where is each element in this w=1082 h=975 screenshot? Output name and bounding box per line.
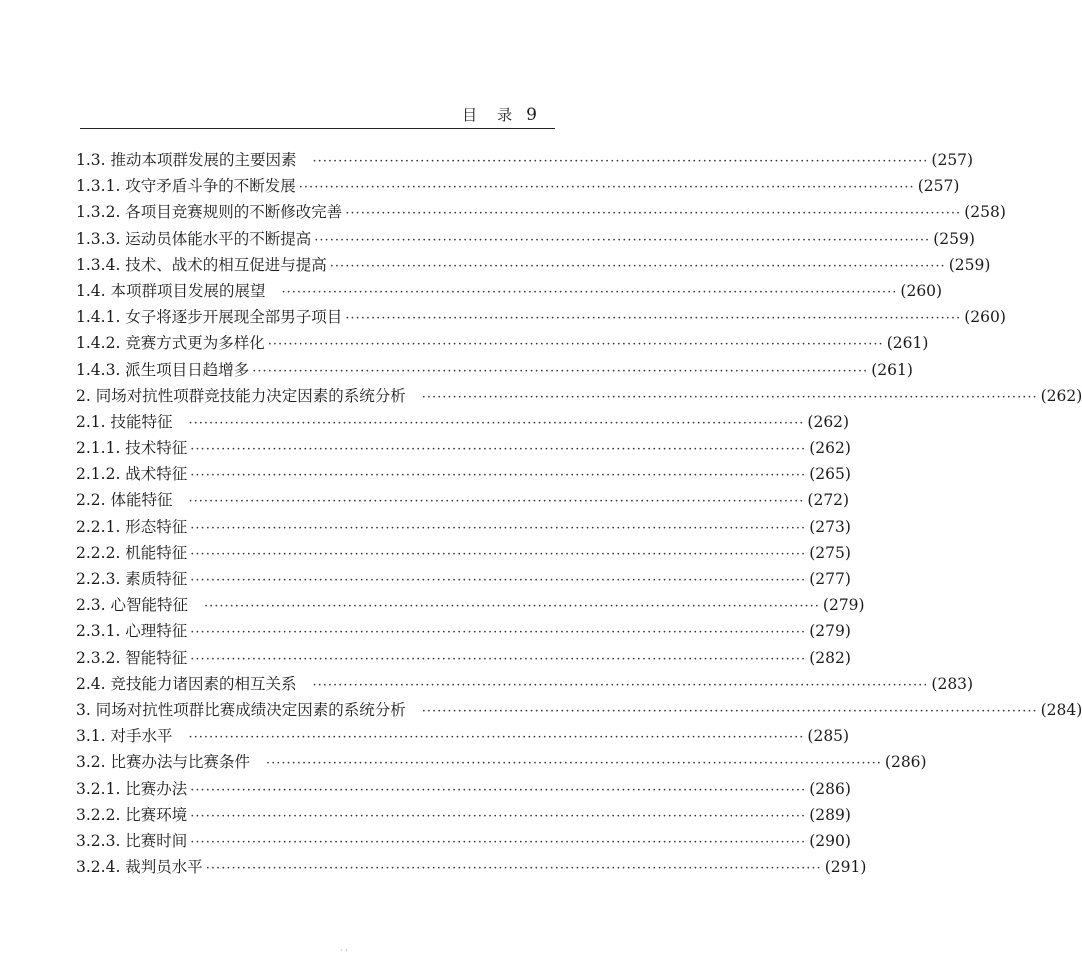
toc-leader-dots: ························································································································ [252, 363, 869, 379]
toc-entry [76, 331, 929, 357]
toc-entry-page: (277) [809, 570, 851, 588]
toc-entry-label: 3.2.1. 比赛办法 [76, 779, 188, 798]
toc-entry-label: 2.2.3. 素质特征 [76, 570, 188, 588]
toc-entry-page: (261) [886, 334, 929, 353]
toc-entry-label: 3.1. 对手水平 [76, 727, 173, 746]
toc-leader-dots: ························································································································ [204, 599, 820, 615]
toc-entry-page: (257) [931, 151, 974, 169]
toc-entry [76, 488, 850, 514]
toc-entry [76, 567, 851, 593]
toc-leader-dots: ························································································································ [267, 337, 884, 353]
toc-entry [76, 462, 851, 488]
toc-leader-dots: ························································································································ [421, 389, 1038, 405]
toc-entry-page: (286) [809, 779, 851, 798]
header-char-1: 目 [462, 106, 478, 124]
toc-entry-page: (279) [822, 596, 865, 615]
toc-leader-dots: ························································································································ [188, 494, 805, 510]
toc-entry-page: (289) [809, 805, 851, 824]
toc-leader-dots: ························································································································ [188, 415, 805, 431]
toc-leader-dots: ························································································································ [190, 520, 807, 536]
toc-leader-dots: ························································································································ [190, 808, 807, 824]
toc-entry [76, 174, 960, 200]
toc-entry [76, 724, 850, 750]
toc-entry-page: (273) [809, 517, 851, 536]
toc-leader-dots: ························································································································ [190, 782, 807, 798]
toc-entry-label: 1.3. 推动本项群发展的主要因素 [76, 151, 297, 169]
toc-entry-label: 2.2.1. 形态特征 [76, 517, 188, 536]
toc-entry-page: (285) [807, 727, 850, 746]
toc-entry [76, 803, 851, 829]
toc-entry [76, 227, 975, 253]
toc-entry-label: 1.3.1. 攻守矛盾斗争的不断发展 [76, 177, 296, 196]
toc-entry-page: (259) [933, 229, 975, 248]
toc-entry-label: 2. 同场对抗性项群竞技能力决定因素的系统分析 [76, 386, 406, 405]
toc-leader-dots: ························································································································ [345, 311, 962, 327]
toc-entry [76, 279, 943, 305]
toc-leader-dots: ························································································································ [188, 730, 805, 746]
toc-entry [76, 436, 851, 462]
toc-entry-page: (290) [809, 831, 851, 850]
toc-entry-label: 1.4.1. 女子将逐步开展现全部男子项目 [76, 308, 343, 327]
toc-entry-label: 3. 同场对抗性项群比赛成绩决定因素的系统分析 [76, 700, 406, 719]
toc-entry [76, 646, 851, 672]
toc-leader-dots: ························································································································ [205, 861, 822, 877]
table-of-contents [76, 148, 1082, 881]
toc-entry-label: 3.2. 比赛办法与比赛条件 [76, 753, 251, 772]
toc-entry [76, 541, 851, 567]
toc-entry [76, 515, 851, 541]
toc-entry [76, 777, 851, 803]
header-page-number: 9 [526, 105, 537, 125]
toc-leader-dots: ························································································································ [421, 703, 1038, 719]
toc-entry-page: (260) [964, 308, 1006, 327]
toc-leader-dots: ························································································································ [312, 154, 929, 169]
toc-entry [76, 305, 1006, 331]
toc-entry-label: 1.3.2. 各项目竞赛规则的不断修改完善 [76, 203, 343, 222]
toc-entry-page: (286) [884, 753, 927, 772]
toc-entry-page: (282) [809, 648, 851, 667]
toc-entry-page: (272) [807, 491, 850, 510]
toc-entry-label: 2.1. 技能特征 [76, 412, 173, 431]
toc-entry-label: 1.4.2. 竞赛方式更为多样化 [76, 334, 265, 353]
toc-entry-page: (275) [809, 543, 851, 562]
toc-entry [76, 384, 1082, 410]
running-header [80, 98, 555, 129]
toc-entry-page: (279) [809, 622, 851, 641]
toc-entry-label: 2.1.2. 战术特征 [76, 465, 188, 484]
toc-entry [76, 200, 1006, 226]
toc-leader-dots: ························································································································ [266, 756, 882, 772]
header-char-2: 录 [497, 106, 513, 124]
toc-entry-label: 3.2.2. 比赛环境 [76, 805, 188, 824]
toc-leader-dots: ························································································································ [190, 442, 807, 458]
toc-entry-page: (262) [809, 439, 851, 458]
toc-entry-label: 2.3. 心智能特征 [76, 596, 189, 615]
toc-entry [76, 698, 1082, 724]
toc-entry-page: (258) [964, 203, 1006, 222]
toc-leader-dots: ························································································································ [190, 651, 807, 667]
toc-leader-dots: ························································································································ [314, 232, 931, 248]
toc-leader-dots: ························································································································ [190, 573, 807, 588]
toc-entry-page: (262) [1040, 386, 1082, 405]
toc-leader-dots: ························································································································ [190, 834, 807, 850]
toc-entry [76, 593, 865, 619]
toc-entry [76, 253, 991, 279]
toc-leader-dots: ························································································································ [312, 677, 929, 693]
toc-entry-page: (261) [871, 360, 913, 379]
toc-leader-dots: ························································································································ [190, 468, 807, 484]
toc-entry [76, 619, 851, 645]
toc-entry-page: (257) [917, 177, 960, 196]
toc-entry-label: 3.2.4. 裁判员水平 [76, 858, 203, 877]
scan-mark: · · [340, 946, 348, 955]
toc-entry [76, 410, 850, 436]
header-title [462, 104, 537, 125]
toc-entry-label: 3.2.3. 比赛时间 [76, 831, 188, 850]
toc-entry-page: (265) [809, 465, 851, 484]
toc-leader-dots: ························································································································ [281, 284, 898, 300]
toc-entry [76, 750, 927, 776]
toc-entry-label: 2.3.2. 智能特征 [76, 648, 188, 667]
toc-leader-dots: ························································································································ [329, 258, 946, 274]
toc-entry-label: 1.3.4. 技术、战术的相互促进与提高 [76, 255, 327, 274]
toc-entry [76, 855, 867, 881]
toc-leader-dots: ························································································································ [190, 546, 807, 562]
toc-leader-dots: ························································································································ [345, 206, 962, 222]
toc-entry-page: (284) [1040, 700, 1082, 719]
toc-entry-label: 2.2. 体能特征 [76, 491, 173, 510]
toc-entry-label: 2.3.1. 心理特征 [76, 622, 188, 641]
toc-entry-label: 2.2.2. 机能特征 [76, 543, 188, 562]
toc-entry [76, 829, 851, 855]
toc-entry [76, 148, 974, 174]
toc-entry-page: (259) [948, 255, 991, 274]
toc-entry-label: 1.4.3. 派生项目日趋增多 [76, 360, 250, 379]
toc-leader-dots: ························································································································ [190, 625, 807, 641]
toc-entry-label: 2.1.1. 技术特征 [76, 439, 188, 458]
toc-entry [76, 358, 913, 384]
toc-entry-label: 2.4. 竞技能力诸因素的相互关系 [76, 674, 297, 693]
toc-entry-page: (283) [931, 674, 974, 693]
toc-entry-label: 1.3.3. 运动员体能水平的不断提高 [76, 229, 312, 248]
toc-entry-page: (291) [824, 858, 867, 877]
toc-leader-dots: ························································································································ [298, 180, 915, 196]
toc-entry-page: (260) [900, 281, 943, 300]
toc-entry-page: (262) [807, 412, 850, 431]
toc-entry [76, 672, 974, 698]
toc-entry-label: 1.4. 本项群项目发展的展望 [76, 281, 266, 300]
